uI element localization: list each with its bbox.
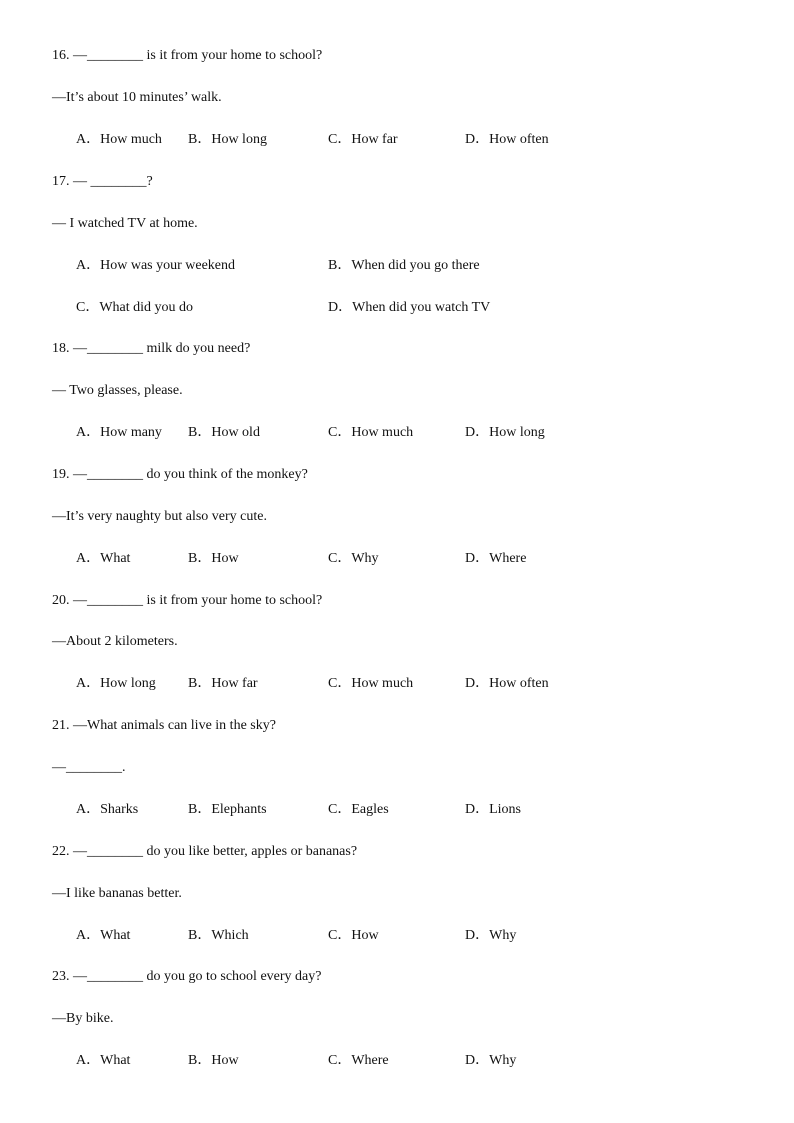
question-22-response: —I like bananas better. xyxy=(52,886,182,901)
question-18-option-a: A．How many xyxy=(76,425,162,440)
question-16-stem: 16. —________ is it from your home to school? xyxy=(52,48,323,63)
question-16-option-a: A．How much xyxy=(76,132,162,147)
question-18-response: — Two glasses, please. xyxy=(52,383,183,398)
question-16-response: —It’s about 10 minutes’ walk. xyxy=(52,90,222,105)
question-23-response: —By bike. xyxy=(52,1011,114,1026)
question-18-option-b: B．How old xyxy=(188,425,260,440)
question-20-stem: 20. —________ is it from your home to school? xyxy=(52,593,323,608)
question-19-option-c: C．Why xyxy=(328,551,379,566)
question-23-option-b: B．How xyxy=(188,1053,239,1068)
question-20-option-a: A．How long xyxy=(76,676,156,691)
question-19-option-b: B．How xyxy=(188,551,239,566)
question-21-option-c: C．Eagles xyxy=(328,802,389,817)
question-23-option-a: A．What xyxy=(76,1053,131,1068)
question-17-response: — I watched TV at home. xyxy=(52,216,198,231)
question-21-option-a: A．Sharks xyxy=(76,802,139,817)
question-16-option-d: D．How often xyxy=(465,132,549,147)
question-23-option-d: D．Why xyxy=(465,1053,517,1068)
question-22-stem: 22. —________ do you like better, apples or bananas? xyxy=(52,844,358,859)
question-21-option-b: B．Elephants xyxy=(188,802,267,817)
question-16-option-c: C．How far xyxy=(328,132,398,147)
question-17-option-b: B．When did you go there xyxy=(328,258,480,273)
question-22-option-b: B．Which xyxy=(188,928,249,943)
question-22-option-c: C．How xyxy=(328,928,379,943)
question-20-option-d: D．How often xyxy=(465,676,549,691)
question-23-stem: 23. —________ do you go to school every day? xyxy=(52,969,322,984)
question-23-option-c: C．Where xyxy=(328,1053,389,1068)
question-22-option-a: A．What xyxy=(76,928,131,943)
question-19-response: —It’s very naughty but also very cute. xyxy=(52,509,268,524)
question-21-response: —________. xyxy=(52,760,126,775)
question-17-stem: 17. — ________? xyxy=(52,174,153,189)
question-20-option-b: B．How far xyxy=(188,676,258,691)
question-21-stem: 21. —What animals can live in the sky? xyxy=(52,718,276,733)
question-19-option-d: D．Where xyxy=(465,551,527,566)
question-20-response: —About 2 kilometers. xyxy=(52,634,178,649)
question-18-option-d: D．How long xyxy=(465,425,545,440)
question-20-option-c: C．How much xyxy=(328,676,414,691)
question-16-option-b: B．How long xyxy=(188,132,267,147)
question-17-option-c: C．What did you do xyxy=(76,300,194,315)
question-18-option-c: C．How much xyxy=(328,425,414,440)
question-22-option-d: D．Why xyxy=(465,928,517,943)
question-19-stem: 19. —________ do you think of the monkey? xyxy=(52,467,308,482)
question-17-option-a: A．How was your weekend xyxy=(76,258,236,273)
question-18-stem: 18. —________ milk do you need? xyxy=(52,341,251,356)
question-21-option-d: D．Lions xyxy=(465,802,521,817)
question-17-option-d: D．When did you watch TV xyxy=(328,300,491,315)
question-19-option-a: A．What xyxy=(76,551,131,566)
